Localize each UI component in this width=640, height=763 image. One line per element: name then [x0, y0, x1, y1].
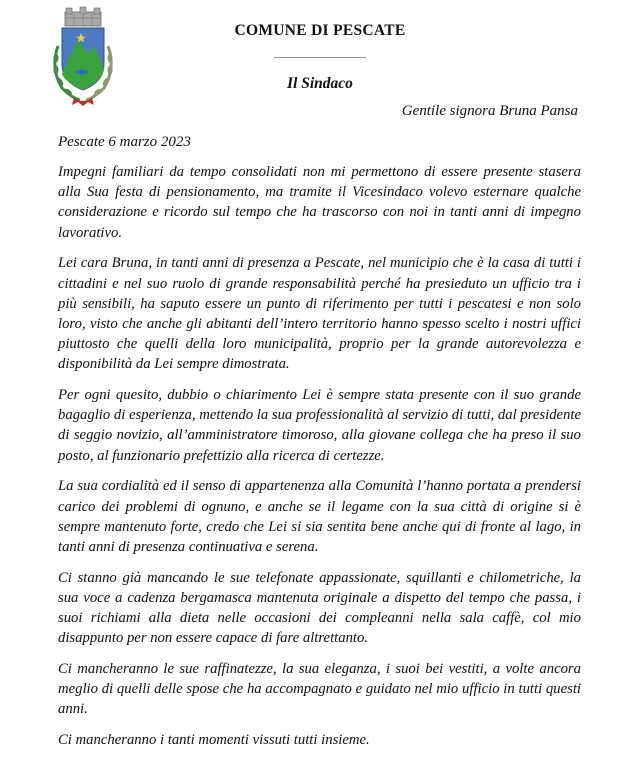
letter-paragraph: Lei cara Bruna, in tanti anni di presenza a Pescate, nel municipio che è la casa di tutti i cittadini e nel suo ruolo di grande responsabilità perché ha presieduto un ufficio tra i più sensibili, ha saputo essere un punto di riferimento per tutti i pescatesi e non solo loro, visto che anche gli abitanti dell’intero territorio hanno spesso scelto i nostri uffici piuttosto che quelli della loro municipalità, proprio per la grande autorevolezza e disponibilità da Lei sempre dimostrata. — [58, 255, 581, 373]
letter-paragraph: Ci mancheranno le sue raffinatezze, la sua eleganza, i suoi bei vestiti, a volte ancora meglio di quelli delle spose che ha accompagnato e guidato nel mio ufficio in tutti questi anni. — [58, 660, 581, 718]
header-divider — [274, 57, 366, 58]
letter-date: Pescate 6 marzo 2023 — [58, 134, 191, 150]
municipal-coat-of-arms-icon — [48, 6, 118, 108]
letter-paragraph: Ci stanno già mancando le sue telefonate appassionate, squillanti e chilometriche, la sua voce a cadenza bergamasca mantenuta originale a dispetto del tempo che passa, i suoi richiami alla dieta nelle occasioni dei compleanni nella sala caffè, col mio disappunto per non essere capace di fare altrettanto. — [58, 569, 581, 647]
municipality-title: COMUNE DI PESCATE — [234, 22, 406, 39]
mayor-subtitle: Il Sindaco — [287, 75, 353, 92]
letter-body — [58, 162, 581, 761]
letter-paragraph: Per ogni quesito, dubbio o chiarimento Lei è sempre stata presente con il suo grande bagaglio di esperienza, mettendo la sua professionalità al servizio di tutti, dal presidente di seggio novizio, all’amministratore timoroso, alla giovane collega che ha preso il suo posto, al funzionario prefettizio alla ricerca di certezze. — [58, 387, 581, 464]
letter-paragraph: La sua cordialità ed il senso di appartenenza alla Comunità l’hanno portata a prendersi carico dei problemi di ognuno, e anche se il legame con la sua città di origine si è sempre mantenuto forte, credo che Lei si sia sentita bene anche qui di fronte al lago, in tanti anni di presenza continuativa e serena. — [58, 478, 581, 555]
letter-recipient: Gentile signora Bruna Pansa — [401, 103, 578, 119]
letter-paragraph: Ci mancheranno i tanti momenti vissuti tutti insieme. — [58, 732, 370, 749]
letter-paragraph: Impegni familiari da tempo consolidati non mi permettono di essere presente stasera alla Sua festa di pensionamento, ma tramite il Vicesindaco volevo esternare qualche considerazione e ricordo sul tempo che ha trascorso con noi in tanti anni di impegno lavorativo. — [58, 164, 581, 241]
